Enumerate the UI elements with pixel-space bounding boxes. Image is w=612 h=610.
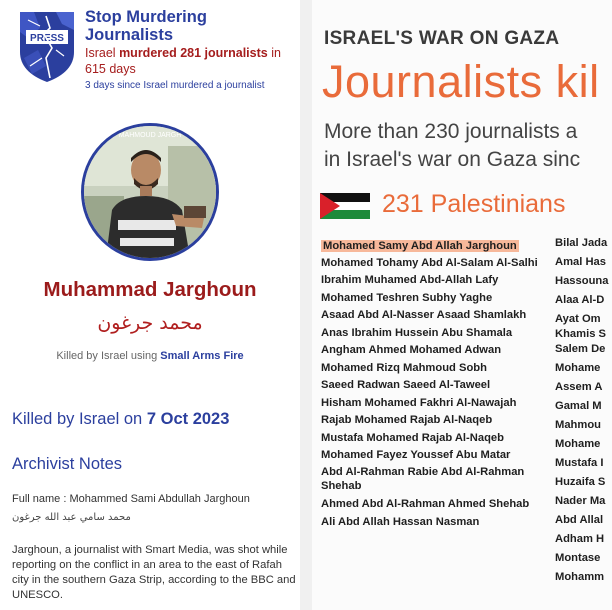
infographic-headline: Journalists kil (322, 56, 600, 107)
palestine-flag-icon (320, 193, 370, 219)
journalist-name-item (321, 343, 551, 357)
journalist-name-item (321, 291, 551, 305)
journalist-name-item: Assem A (555, 381, 603, 393)
journalist-name-text: Ali Abd Allah Hassan Nasman (321, 516, 480, 528)
journalist-portrait (81, 123, 219, 261)
journalist-name-item: Huzaifa S (555, 476, 606, 488)
counter-bold: murdered 281 journalists (119, 46, 268, 60)
infographic-subheading (324, 118, 580, 174)
journalist-name-item (321, 448, 551, 462)
journalist-name-item (321, 378, 551, 392)
journalist-name-text: Mohamed Fayez Youssef Abu Matar (321, 449, 511, 461)
counter-suffix: in 615 days (85, 46, 281, 76)
journalist-name-text: Mustafa Mohamed Rajab Al-Naqeb (321, 432, 504, 444)
journalist-name-text: Anas Ibrahim Hussein Abu Shamala (321, 327, 513, 339)
subheading-line-1: More than 230 journalists a (324, 120, 578, 143)
panel-divider (300, 0, 312, 610)
logo-press-text: PRESS (30, 33, 64, 44)
journalist-name-item: Mohamm (555, 571, 605, 583)
journalist-name-item (321, 256, 551, 270)
counter-prefix: Israel (85, 46, 116, 60)
killed-by-weapon (0, 350, 300, 362)
palestinians-count: 231 Palestinians (382, 190, 566, 218)
journalist-name-text: Mohamed Teshren Subhy Yaghe (321, 292, 493, 304)
site-title-link[interactable]: Stop Murdering Journalists (85, 8, 207, 44)
journalist-name-text: Mohamed Rizq Mahmoud Sobh (321, 362, 487, 374)
journalist-name-item: Mohame (555, 438, 601, 450)
journalist-profile-panel (0, 0, 300, 610)
date-prefix: Killed by Israel on (12, 410, 143, 428)
journalist-name-item: Ayat Om (555, 313, 601, 325)
journalist-name-text: Rajab Mohamed Rajab Al-Naqeb (321, 414, 493, 426)
bio-text: Jarghoun, a journalist with Smart Media, was shot while reporting on the conflict in an area to the east of Rafah city in the southern Gaza Strip, according to the BBC and UNESCO. (12, 544, 296, 601)
journalist-name-text: Saeed Radwan Saeed Al-Taweel (321, 379, 491, 391)
journalist-name-text: Abd Al-Rahman Rabie Abd Al-Rahman Shehab (321, 466, 525, 492)
date-killed (12, 410, 229, 429)
full-name-ar-text: محمد سامي عبد الله جرغون (12, 512, 131, 523)
journalist-name-text: Hisham Mohamed Fakhri Al-Nawajah (321, 397, 517, 409)
journalist-name-item (321, 308, 551, 322)
days-since-text: 3 days since Israel murdered a journalist (85, 80, 265, 91)
journalist-name-item (321, 273, 551, 287)
journalist-name-text: Mohamed Tohamy Abd Al-Salam Al-Salhi (321, 257, 538, 269)
journalist-name-item (321, 465, 551, 493)
journalist-name-item (321, 396, 551, 410)
journalist-name-item (321, 431, 551, 445)
journalist-name-text: Ibrahim Muhamed Abd-Allah Lafy (321, 274, 499, 286)
journalist-name-item (321, 361, 551, 375)
journalist-name-item: Khamis S (555, 328, 606, 340)
journalist-name-text: Ahmed Abd Al-Rahman Ahmed Shehab (321, 498, 530, 510)
journalist-name-item (321, 326, 551, 340)
journalist-name-item: Mustafa I (555, 457, 604, 469)
journalist-name-item: Amal Has (555, 256, 606, 268)
journalist-name-item: Adham H (555, 533, 605, 545)
subheading-line-2: in Israel's war on Gaza sinc (324, 148, 581, 171)
journalist-name-item (321, 515, 551, 529)
journalist-name-item: Bilal Jada (555, 237, 608, 249)
full-name-text: Full name : Mohammed Sami Abdullah Jarghoun (12, 493, 250, 505)
journalist-name-text: Asaad Abd Al-Nasser Asaad Shamlakh (321, 309, 527, 321)
journalist-name-item: Hassouna (555, 275, 609, 287)
journalist-list-column-2 (555, 236, 612, 584)
journalist-name-item: Mahmou (555, 419, 601, 431)
journalist-name-item (321, 497, 551, 511)
journalist-list-column-1 (321, 236, 551, 529)
journalist-name-text: Mohamed Samy Abd Allah Jarghoun (323, 240, 517, 252)
journalist-name-item: Salem De (555, 343, 606, 355)
weapon-link[interactable]: Small Arms Fire (160, 350, 244, 362)
journalist-name-item: Nader Ma (555, 495, 606, 507)
journalist-name-item: Mohame (555, 362, 601, 374)
murder-counter (85, 45, 295, 77)
date-value: 7 Oct 2023 (146, 410, 230, 428)
journalist-name-item (321, 239, 551, 253)
portrait-image (84, 126, 216, 258)
journalist-name-item (321, 413, 551, 427)
infographic-panel (312, 0, 612, 610)
journalist-name-item: Gamal M (555, 400, 602, 412)
journalist-name-text: Angham Ahmed Mohamed Adwan (321, 344, 502, 356)
photo-caption: MAHMOUD JARGH (118, 132, 182, 139)
journalist-name-ar: محمد جرغون (97, 312, 203, 334)
journalist-name-item: Montase (555, 552, 601, 564)
killed-by-prefix: Killed by Israel using (56, 350, 158, 362)
journalist-name-item: Abd Allal (555, 514, 604, 526)
broken-press-shield-logo (16, 8, 78, 84)
infographic-kicker: ISRAEL'S WAR ON GAZA (324, 28, 560, 49)
archivist-notes-heading: Archivist Notes (12, 455, 123, 473)
journalist-name-item: Alaa Al-D (555, 294, 605, 306)
journalist-name-en: Muhammad Jarghoun (43, 278, 257, 301)
